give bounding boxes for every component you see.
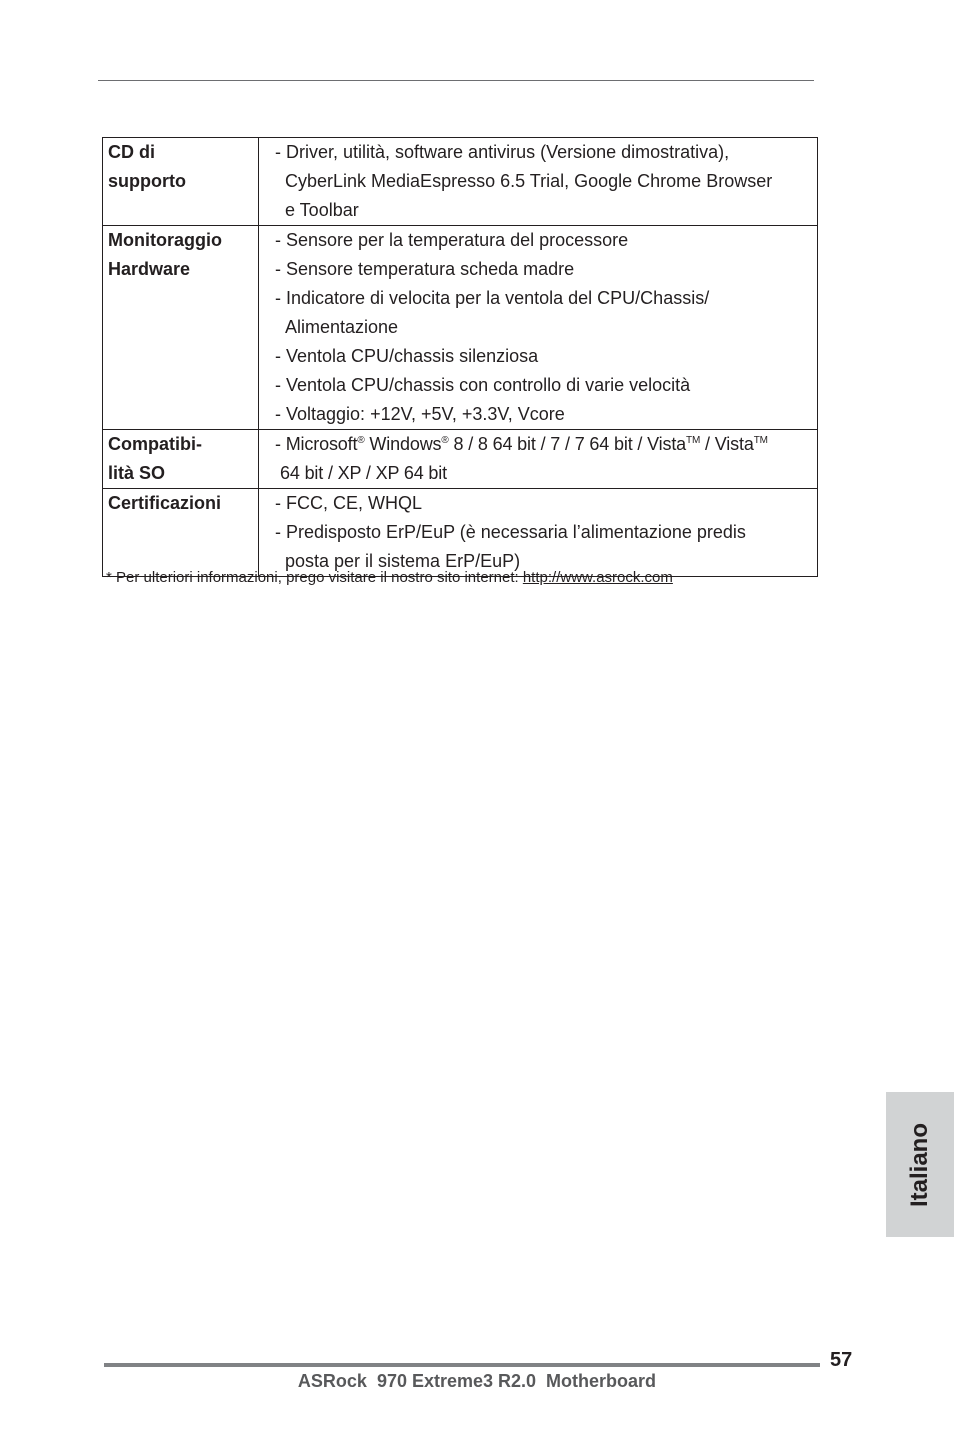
spec-values	[259, 489, 817, 576]
value-line: 64 bit / XP / XP 64 bit	[280, 463, 447, 483]
value-line: - FCC, CE, WHQL	[275, 493, 422, 513]
value-line: - Ventola CPU/chassis silenziosa	[275, 346, 539, 366]
footnote	[106, 568, 673, 588]
value-line: - Sensore temperatura scheda madre	[275, 259, 575, 279]
value-line: - Voltaggio: +12V, +5V, +3.3V, Vcore	[275, 404, 565, 424]
os-text: - Microsoft	[275, 434, 358, 454]
spec-row-os-compatibility	[103, 429, 817, 488]
spec-row-support-cd	[103, 138, 817, 225]
top-rule	[98, 80, 814, 81]
label-line: Certificazioni	[108, 493, 222, 513]
spec-label	[103, 430, 259, 488]
language-side-tab	[886, 1092, 954, 1237]
footnote-text: * Per ulteriori informazioni, prego visitare il nostro sito internet:	[106, 569, 523, 586]
registered-mark: ®	[357, 435, 365, 446]
spec-row-hardware-monitor	[103, 225, 817, 429]
label-line: Hardware	[108, 259, 191, 279]
spec-values	[259, 138, 817, 225]
asrock-website-link[interactable]: http://www.asrock.com	[522, 569, 673, 586]
label-line: supporto	[108, 171, 186, 191]
language-side-tab-label: Italiano	[906, 1122, 933, 1207]
registered-mark: ®	[441, 435, 449, 446]
trademark-mark: TM	[753, 435, 768, 446]
os-text: 8 / 8 64 bit / 7 / 7 64 bit / Vista	[448, 434, 687, 454]
bottom-rule	[104, 1363, 820, 1367]
spec-row-certifications	[103, 488, 817, 576]
value-line: posta per il sistema ErP/EuP)	[285, 551, 521, 571]
label-line: lità SO	[108, 463, 166, 483]
value-line: CyberLink MediaEspresso 6.5 Trial, Google Chrome Browser	[285, 171, 773, 191]
label-line: Monitoraggio	[108, 230, 222, 250]
trademark-mark: TM	[686, 435, 701, 446]
spec-label	[103, 226, 259, 429]
value-line: - Ventola CPU/chassis con controllo di varie velocità	[275, 375, 691, 395]
spec-label	[103, 138, 259, 225]
footer-title: ASRock 970 Extreme3 R2.0 Motherboard	[297, 1371, 657, 1391]
value-line: Alimentazione	[285, 317, 399, 337]
spec-values	[259, 226, 817, 429]
label-line: Compatibi-	[108, 434, 202, 454]
value-line: - Driver, utilità, software antivirus (Versione dimostrativa),	[275, 142, 730, 162]
value-line: - Indicatore di velocita per la ventola del CPU/Chassis/	[275, 288, 710, 308]
page-number: 57	[830, 1349, 853, 1371]
value-line: - Sensore per la temperatura del processore	[275, 230, 629, 250]
label-line: CD di	[108, 142, 155, 162]
value-line: - Predisposto ErP/EuP (è necessaria l’alimentazione predis	[275, 522, 746, 542]
value-line	[275, 430, 817, 459]
spec-table	[102, 137, 818, 577]
os-text: / Vista	[700, 434, 754, 454]
os-text: Windows	[364, 434, 442, 454]
spec-label	[103, 489, 259, 576]
spec-values	[259, 430, 817, 488]
value-line: e Toolbar	[285, 200, 359, 220]
